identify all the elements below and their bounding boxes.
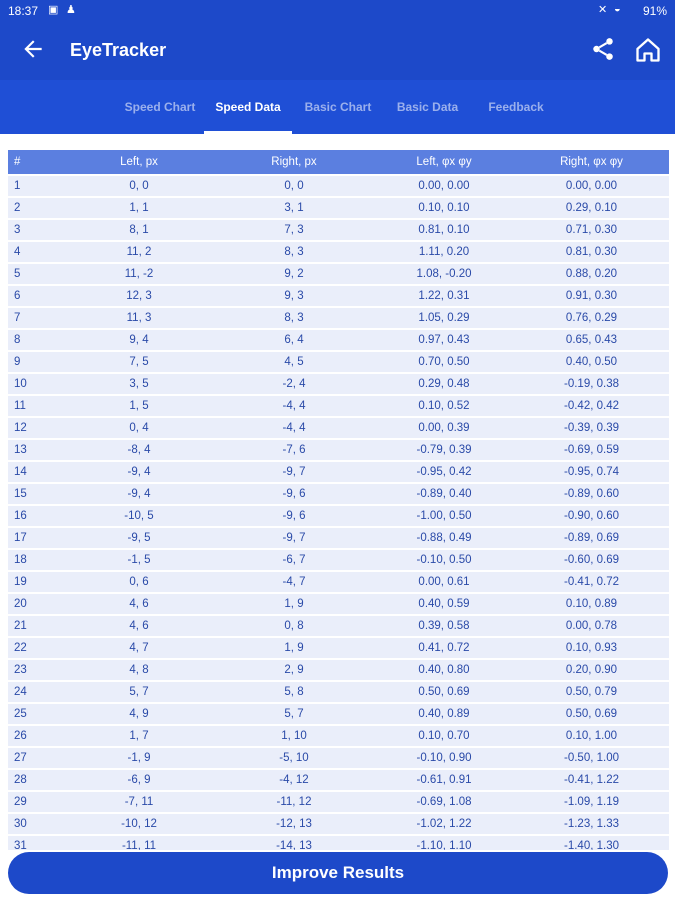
row-index-cell: 21: [8, 616, 64, 636]
table-row: [8, 638, 669, 658]
tab-feedback[interactable]: Feedback: [488, 100, 544, 114]
tab-speed-data[interactable]: Speed Data: [204, 80, 292, 134]
right-phi-cell: -0.89, 0.69: [514, 528, 669, 548]
right-phi-cell: 0.76, 0.29: [514, 308, 669, 328]
left-px-cell: -10, 12: [64, 814, 214, 834]
left-phi-cell: -1.10, 1.10: [374, 836, 514, 850]
left-phi-cell: 0.81, 0.10: [374, 220, 514, 240]
left-px-cell: 5, 7: [64, 682, 214, 702]
left-phi-cell: 0.00, 0.61: [374, 572, 514, 592]
table-row: [8, 726, 669, 746]
right-phi-cell: -0.90, 0.60: [514, 506, 669, 526]
left-px-cell: -6, 9: [64, 770, 214, 790]
right-phi-cell: 0.88, 0.20: [514, 264, 669, 284]
right-px-cell: -9, 6: [214, 506, 374, 526]
right-phi-cell: 0.91, 0.30: [514, 286, 669, 306]
table-row: [8, 792, 669, 812]
row-index-cell: 13: [8, 440, 64, 460]
right-px-cell: 4, 5: [214, 352, 374, 372]
row-index-cell: 5: [8, 264, 64, 284]
right-phi-cell: -1.40, 1.30: [514, 836, 669, 850]
table-row: [8, 836, 669, 850]
header-left-phi: Left, φx φy: [374, 150, 514, 174]
speed-data-table[interactable]: [8, 148, 669, 850]
right-px-cell: 3, 1: [214, 198, 374, 218]
left-phi-cell: -0.10, 0.90: [374, 748, 514, 768]
app-title: EyeTracker: [70, 40, 167, 60]
left-px-cell: -10, 5: [64, 506, 214, 526]
table-row: [8, 484, 669, 504]
table-header-row: [8, 150, 669, 174]
row-index-cell: 28: [8, 770, 64, 790]
header-right-phi: Right, φx φy: [514, 150, 669, 174]
row-index-cell: 22: [8, 638, 64, 658]
left-phi-cell: -1.02, 1.22: [374, 814, 514, 834]
mute-icon: ✕: [598, 4, 608, 16]
left-phi-cell: 0.39, 0.58: [374, 616, 514, 636]
status-bar: [0, 0, 675, 22]
left-px-cell: 0, 6: [64, 572, 214, 592]
left-phi-cell: 0.10, 0.52: [374, 396, 514, 416]
header-index: #: [8, 150, 64, 174]
left-phi-cell: 0.50, 0.69: [374, 682, 514, 702]
right-px-cell: -14, 13: [214, 836, 374, 850]
left-px-cell: 9, 4: [64, 330, 214, 350]
right-px-cell: -5, 10: [214, 748, 374, 768]
right-px-cell: -2, 4: [214, 374, 374, 394]
row-index-cell: 1: [8, 176, 64, 196]
table-row: [8, 396, 669, 416]
left-px-cell: 4, 6: [64, 594, 214, 614]
home-icon[interactable]: [634, 36, 662, 64]
right-px-cell: -7, 6: [214, 440, 374, 460]
left-px-cell: 0, 0: [64, 176, 214, 196]
right-px-cell: 8, 3: [214, 308, 374, 328]
table-body: [8, 176, 669, 850]
right-px-cell: 2, 9: [214, 660, 374, 680]
wifi-icon: ◒: [614, 3, 621, 15]
left-phi-cell: 1.05, 0.29: [374, 308, 514, 328]
left-phi-cell: 0.29, 0.48: [374, 374, 514, 394]
status-time: 18:37: [8, 4, 39, 18]
left-px-cell: 12, 3: [64, 286, 214, 306]
left-px-cell: -7, 11: [64, 792, 214, 812]
row-index-cell: 2: [8, 198, 64, 218]
table-row: [8, 594, 669, 614]
left-phi-cell: -0.10, 0.50: [374, 550, 514, 570]
right-px-cell: -4, 4: [214, 418, 374, 438]
row-index-cell: 4: [8, 242, 64, 262]
right-phi-cell: -0.41, 1.22: [514, 770, 669, 790]
row-index-cell: 27: [8, 748, 64, 768]
right-px-cell: 6, 4: [214, 330, 374, 350]
row-index-cell: 11: [8, 396, 64, 416]
row-index-cell: 16: [8, 506, 64, 526]
left-px-cell: 7, 5: [64, 352, 214, 372]
row-index-cell: 24: [8, 682, 64, 702]
row-index-cell: 10: [8, 374, 64, 394]
right-phi-cell: -0.41, 0.72: [514, 572, 669, 592]
row-index-cell: 26: [8, 726, 64, 746]
left-phi-cell: 0.40, 0.59: [374, 594, 514, 614]
left-px-cell: 3, 5: [64, 374, 214, 394]
left-px-cell: -9, 4: [64, 462, 214, 482]
right-px-cell: 9, 2: [214, 264, 374, 284]
table-row: [8, 418, 669, 438]
right-px-cell: 1, 9: [214, 638, 374, 658]
row-index-cell: 7: [8, 308, 64, 328]
person-icon: ♟: [66, 4, 76, 16]
table-row: [8, 572, 669, 592]
left-phi-cell: 0.10, 0.70: [374, 726, 514, 746]
right-phi-cell: 0.50, 0.79: [514, 682, 669, 702]
row-index-cell: 17: [8, 528, 64, 548]
right-px-cell: -6, 7: [214, 550, 374, 570]
right-phi-cell: -0.69, 0.59: [514, 440, 669, 460]
left-px-cell: -1, 9: [64, 748, 214, 768]
left-phi-cell: -0.88, 0.49: [374, 528, 514, 548]
right-px-cell: -11, 12: [214, 792, 374, 812]
right-phi-cell: -0.89, 0.60: [514, 484, 669, 504]
back-arrow-icon[interactable]: [20, 36, 46, 62]
left-phi-cell: 0.00, 0.00: [374, 176, 514, 196]
right-phi-cell: -0.50, 1.00: [514, 748, 669, 768]
left-px-cell: 11, -2: [64, 264, 214, 284]
left-phi-cell: 0.41, 0.72: [374, 638, 514, 658]
row-index-cell: 18: [8, 550, 64, 570]
row-index-cell: 12: [8, 418, 64, 438]
right-phi-cell: 0.50, 0.69: [514, 704, 669, 724]
table-row: [8, 528, 669, 548]
left-px-cell: 1, 5: [64, 396, 214, 416]
left-phi-cell: -0.89, 0.40: [374, 484, 514, 504]
data-table: [8, 148, 669, 850]
table-row: [8, 198, 669, 218]
right-px-cell: 7, 3: [214, 220, 374, 240]
right-px-cell: -9, 7: [214, 462, 374, 482]
right-px-cell: -4, 4: [214, 396, 374, 416]
right-phi-cell: 0.29, 0.10: [514, 198, 669, 218]
right-phi-cell: -1.23, 1.33: [514, 814, 669, 834]
right-phi-cell: -0.95, 0.74: [514, 462, 669, 482]
improve-results-button[interactable]: Improve Results: [8, 852, 668, 894]
right-px-cell: 0, 0: [214, 176, 374, 196]
right-phi-cell: 0.65, 0.43: [514, 330, 669, 350]
right-phi-cell: 0.10, 1.00: [514, 726, 669, 746]
right-phi-cell: -1.09, 1.19: [514, 792, 669, 812]
left-phi-cell: 0.00, 0.39: [374, 418, 514, 438]
header-right-px: Right, px: [214, 150, 374, 174]
table-row: [8, 308, 669, 328]
left-px-cell: 1, 1: [64, 198, 214, 218]
row-index-cell: 19: [8, 572, 64, 592]
right-phi-cell: 0.00, 0.78: [514, 616, 669, 636]
row-index-cell: 23: [8, 660, 64, 680]
table-row: [8, 704, 669, 724]
table-row: [8, 374, 669, 394]
right-phi-cell: 0.71, 0.30: [514, 220, 669, 240]
left-phi-cell: 0.70, 0.50: [374, 352, 514, 372]
left-px-cell: 8, 1: [64, 220, 214, 240]
right-px-cell: 1, 10: [214, 726, 374, 746]
table-row: [8, 242, 669, 262]
right-phi-cell: 0.10, 0.93: [514, 638, 669, 658]
table-row: [8, 220, 669, 240]
table-row: [8, 352, 669, 372]
right-phi-cell: 0.81, 0.30: [514, 242, 669, 262]
table-row: [8, 748, 669, 768]
left-phi-cell: -1.00, 0.50: [374, 506, 514, 526]
row-index-cell: 30: [8, 814, 64, 834]
left-px-cell: 11, 2: [64, 242, 214, 262]
table-row: [8, 286, 669, 306]
row-index-cell: 9: [8, 352, 64, 372]
right-px-cell: 0, 8: [214, 616, 374, 636]
table-row: [8, 264, 669, 284]
right-px-cell: 1, 9: [214, 594, 374, 614]
left-px-cell: 11, 3: [64, 308, 214, 328]
tab-basic-chart[interactable]: Basic Chart: [304, 100, 372, 114]
row-index-cell: 14: [8, 462, 64, 482]
left-phi-cell: 0.10, 0.10: [374, 198, 514, 218]
left-phi-cell: -0.69, 1.08: [374, 792, 514, 812]
left-px-cell: 1, 7: [64, 726, 214, 746]
right-px-cell: 9, 3: [214, 286, 374, 306]
right-phi-cell: -0.60, 0.69: [514, 550, 669, 570]
table-row: [8, 616, 669, 636]
left-px-cell: 4, 9: [64, 704, 214, 724]
tab-speed-chart[interactable]: Speed Chart: [124, 100, 196, 114]
right-px-cell: 5, 7: [214, 704, 374, 724]
left-phi-cell: 0.40, 0.89: [374, 704, 514, 724]
left-px-cell: 4, 7: [64, 638, 214, 658]
right-px-cell: -9, 6: [214, 484, 374, 504]
right-phi-cell: 0.20, 0.90: [514, 660, 669, 680]
row-index-cell: 6: [8, 286, 64, 306]
left-phi-cell: -0.95, 0.42: [374, 462, 514, 482]
picture-icon: ▣: [48, 4, 59, 16]
table-row: [8, 440, 669, 460]
table-row: [8, 176, 669, 196]
table-row: [8, 770, 669, 790]
left-px-cell: -8, 4: [64, 440, 214, 460]
row-index-cell: 29: [8, 792, 64, 812]
left-phi-cell: -0.79, 0.39: [374, 440, 514, 460]
right-px-cell: 5, 8: [214, 682, 374, 702]
right-px-cell: -4, 12: [214, 770, 374, 790]
right-phi-cell: 0.00, 0.00: [514, 176, 669, 196]
table-row: [8, 462, 669, 482]
left-phi-cell: 0.40, 0.80: [374, 660, 514, 680]
right-phi-cell: 0.40, 0.50: [514, 352, 669, 372]
left-px-cell: -11, 11: [64, 836, 214, 850]
left-px-cell: 0, 4: [64, 418, 214, 438]
row-index-cell: 3: [8, 220, 64, 240]
row-index-cell: 20: [8, 594, 64, 614]
left-phi-cell: 0.97, 0.43: [374, 330, 514, 350]
right-px-cell: -4, 7: [214, 572, 374, 592]
right-phi-cell: 0.10, 0.89: [514, 594, 669, 614]
right-phi-cell: -0.39, 0.39: [514, 418, 669, 438]
right-px-cell: -9, 7: [214, 528, 374, 548]
table-row: [8, 506, 669, 526]
left-px-cell: 4, 6: [64, 616, 214, 636]
left-px-cell: -9, 4: [64, 484, 214, 504]
right-phi-cell: -0.42, 0.42: [514, 396, 669, 416]
header-left-px: Left, px: [64, 150, 214, 174]
app-bar: [0, 22, 675, 80]
right-phi-cell: -0.19, 0.38: [514, 374, 669, 394]
row-index-cell: 15: [8, 484, 64, 504]
left-phi-cell: 1.11, 0.20: [374, 242, 514, 262]
row-index-cell: 8: [8, 330, 64, 350]
left-px-cell: -9, 5: [64, 528, 214, 548]
table-row: [8, 682, 669, 702]
left-phi-cell: 1.08, -0.20: [374, 264, 514, 284]
row-index-cell: 25: [8, 704, 64, 724]
tab-basic-data[interactable]: Basic Data: [396, 100, 459, 114]
share-icon[interactable]: [590, 36, 616, 62]
left-px-cell: -1, 5: [64, 550, 214, 570]
table-row: [8, 550, 669, 570]
table-row: [8, 660, 669, 680]
left-phi-cell: 1.22, 0.31: [374, 286, 514, 306]
left-phi-cell: -0.61, 0.91: [374, 770, 514, 790]
right-px-cell: 8, 3: [214, 242, 374, 262]
tab-bar: [0, 80, 675, 134]
left-px-cell: 4, 8: [64, 660, 214, 680]
table-row: [8, 814, 669, 834]
table-row: [8, 330, 669, 350]
row-index-cell: 31: [8, 836, 64, 850]
battery-level: 91%: [642, 4, 667, 18]
right-px-cell: -12, 13: [214, 814, 374, 834]
